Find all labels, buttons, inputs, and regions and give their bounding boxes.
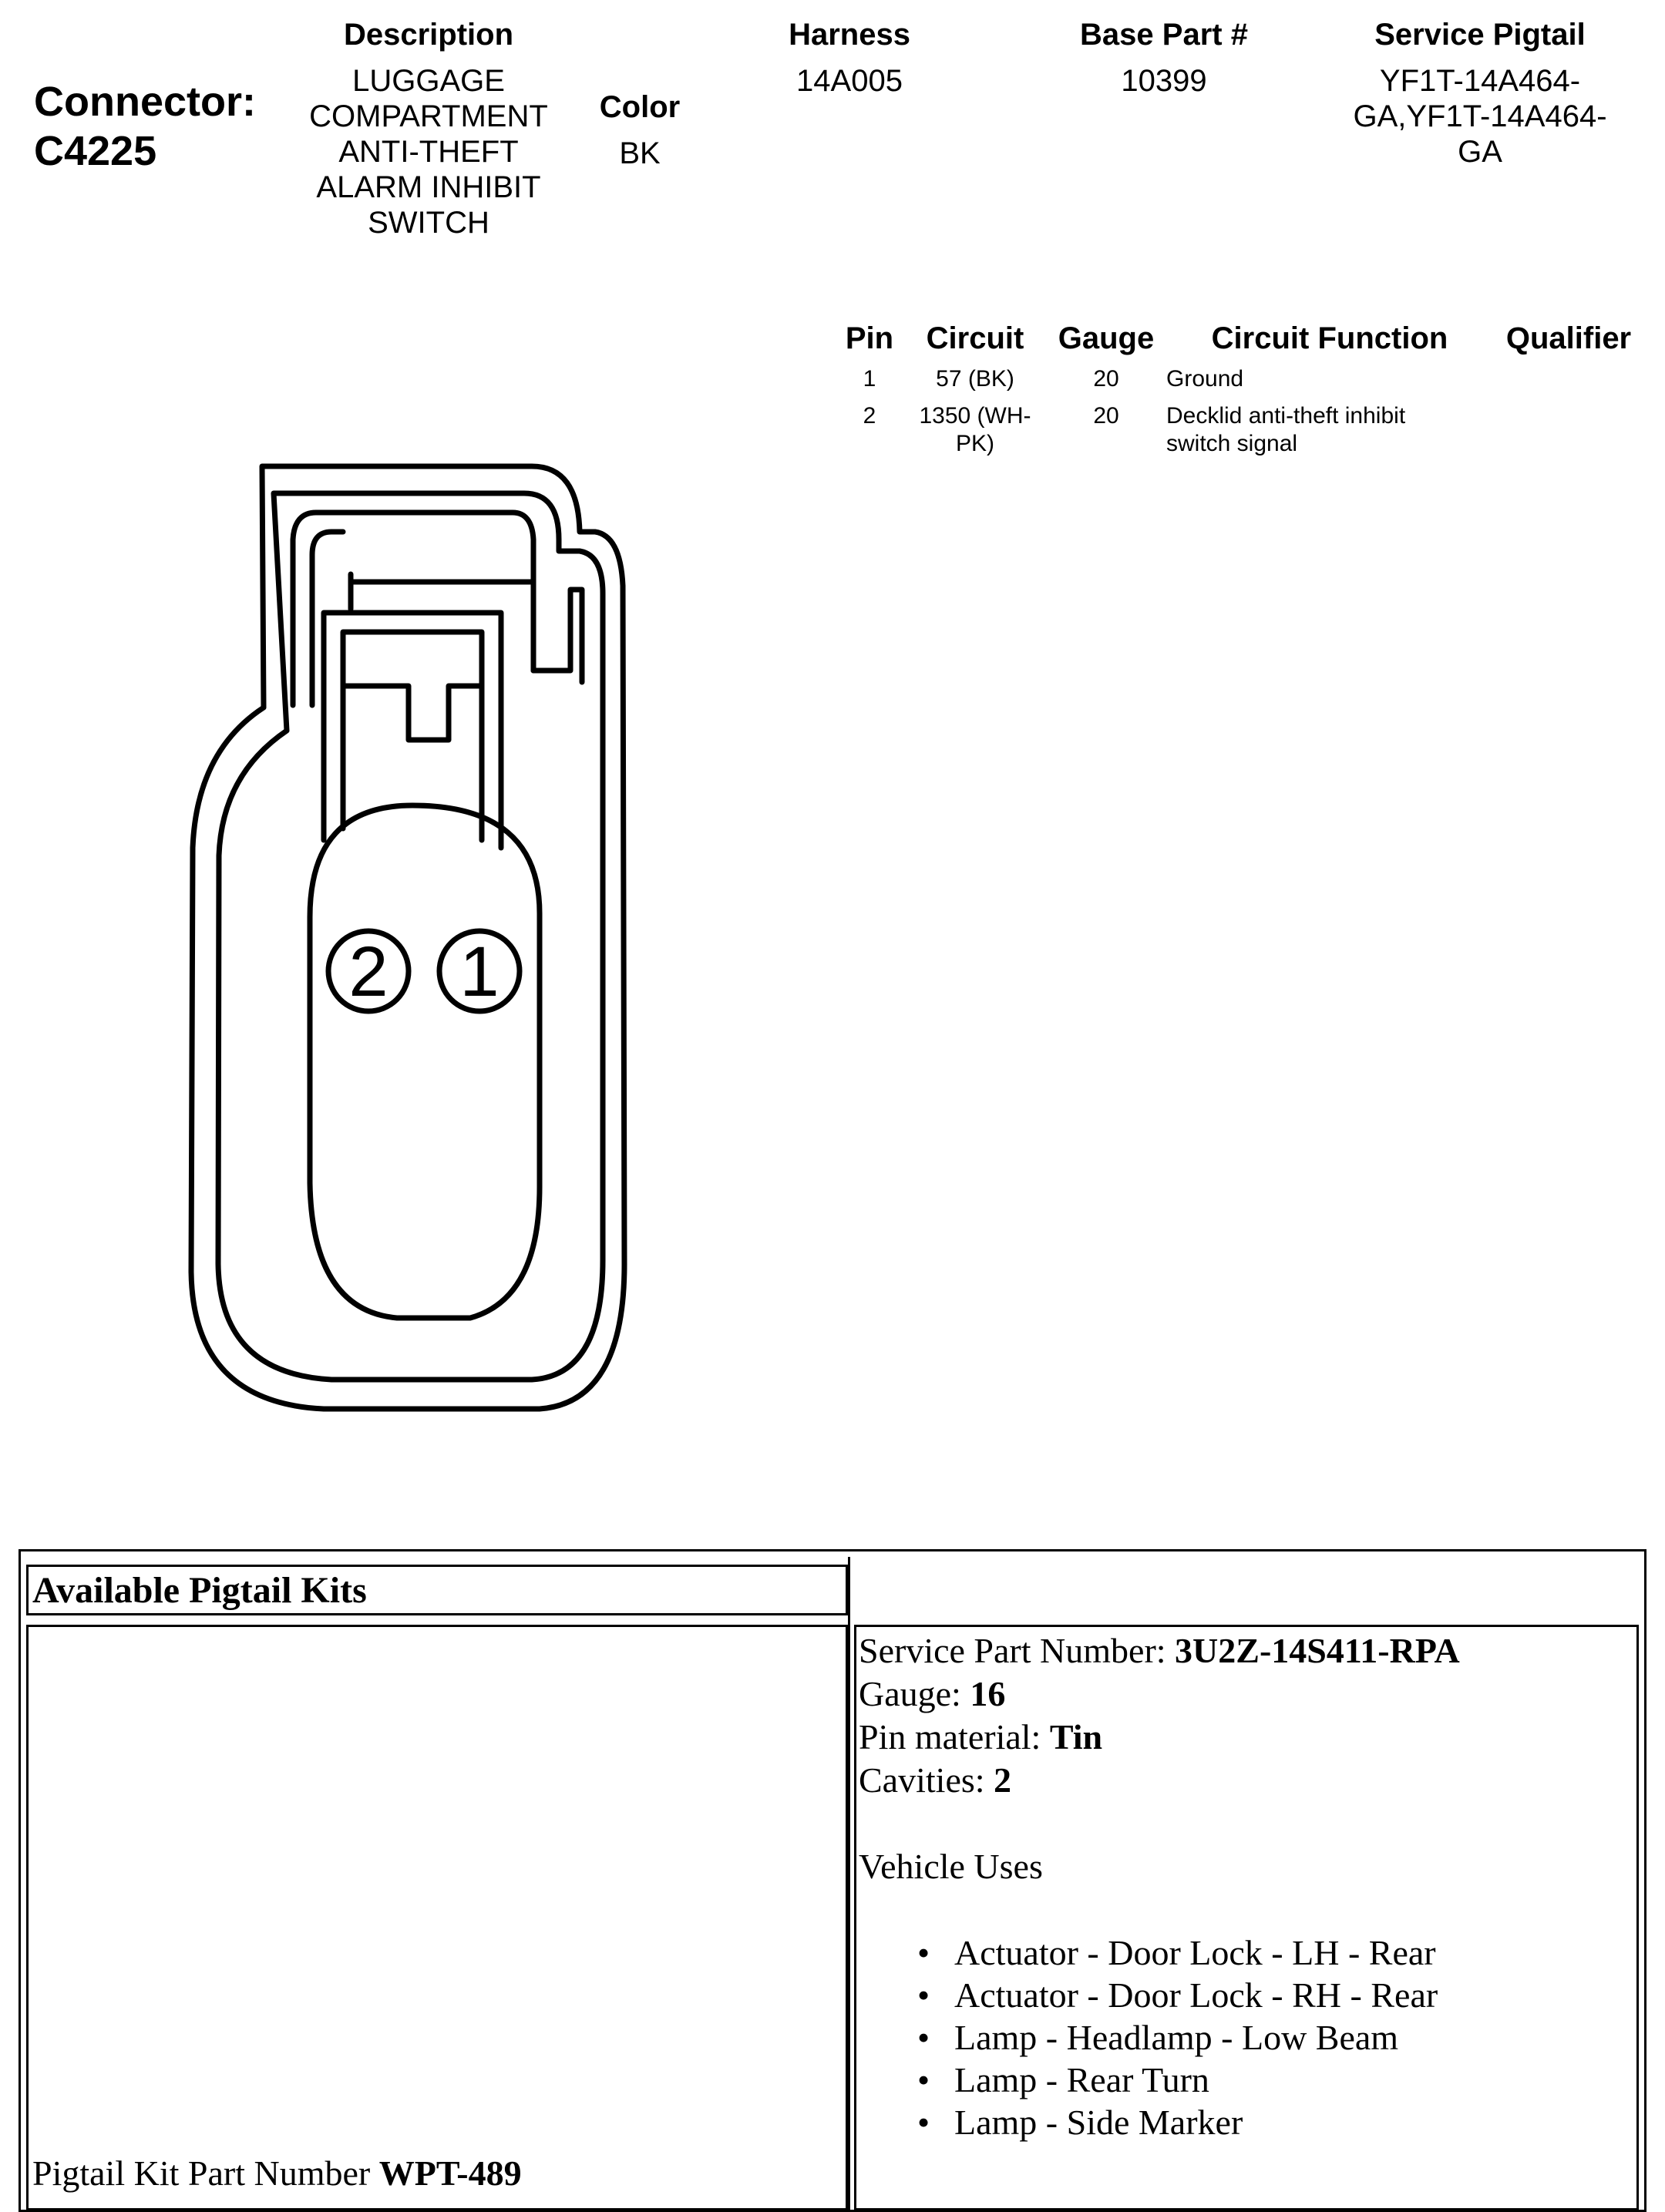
gauge-label: Gauge: <box>859 1674 970 1713</box>
latch-loop <box>293 513 533 705</box>
gauge-value: 16 <box>970 1674 1006 1713</box>
pin-2-label: 2 <box>348 933 388 1011</box>
cavities-row <box>859 1759 1460 1802</box>
circuit-cell: 57 (BK) <box>936 366 1014 392</box>
pigtail-details <box>859 1629 1460 2143</box>
connector-id: C4225 <box>34 128 157 174</box>
function-line: Decklid anti-theft inhibit <box>1166 403 1406 429</box>
circuit-cell <box>910 402 1041 458</box>
vehicle-uses-list <box>859 1931 1460 2143</box>
column-divider <box>848 1557 850 2212</box>
color-value: BK <box>619 136 661 170</box>
service-pigtail-line: GA,YF1T-14A464- <box>1353 99 1607 133</box>
pigtail-kit-number <box>32 2152 522 2195</box>
pin-material-label: Pin material: <box>859 1717 1050 1756</box>
gauge-col-header: Gauge <box>1058 321 1155 355</box>
base-part-value: 10399 <box>1121 64 1207 98</box>
list-item: • Lamp - Side Marker <box>859 2101 1460 2143</box>
pigtail-kit-value: WPT-489 <box>378 2153 522 2193</box>
circuit-line: PK) <box>955 431 994 456</box>
pigtail-header-spacer <box>854 1565 1639 1615</box>
description-line: ALARM INHIBIT <box>316 170 541 204</box>
circuit-line: 1350 (WH- <box>919 403 1031 429</box>
pin-cavity-body <box>310 805 540 1318</box>
list-item: • Lamp - Rear Turn <box>859 2059 1460 2101</box>
description-line: LUGGAGE <box>352 64 505 98</box>
service-pigtail-line: YF1T-14A464- <box>1379 64 1581 98</box>
pin-material-row <box>859 1716 1460 1759</box>
spacer <box>859 1888 1460 1931</box>
function-cell: Ground <box>1166 366 1244 392</box>
description-line: ANTI-THEFT <box>338 135 519 169</box>
service-part-label: Service Part Number: <box>859 1631 1176 1670</box>
pigtail-kits-title: Available Pigtail Kits <box>32 1570 367 1611</box>
service-pigtail-line: GA <box>1458 135 1502 169</box>
harness-header: Harness <box>789 18 910 52</box>
key-tab <box>343 686 482 740</box>
color-header: Color <box>599 90 681 124</box>
description-value <box>274 63 583 240</box>
function-col-header: Circuit Function <box>1211 321 1448 355</box>
service-pigtail-value <box>1310 63 1650 170</box>
description-header: Description <box>343 18 514 52</box>
latch-inner <box>312 532 343 705</box>
pin-cell: 2 <box>863 403 876 429</box>
gauge-cell: 20 <box>1093 366 1119 392</box>
list-item: • Lamp - Headlamp - Low Beam <box>859 2016 1460 2059</box>
latch-notch <box>533 590 582 682</box>
connector-title <box>34 77 256 176</box>
function-cell <box>1166 402 1490 458</box>
cavities-label: Cavities: <box>859 1760 994 1800</box>
description-line: COMPARTMENT <box>309 99 548 133</box>
harness-value: 14A005 <box>796 64 903 98</box>
pin-cell: 1 <box>863 366 876 392</box>
list-item: • Actuator - Door Lock - LH - Rear <box>859 1931 1460 1974</box>
base-part-header: Base Part # <box>1080 18 1248 52</box>
pin-1-label: 1 <box>459 933 500 1011</box>
spacer <box>859 1802 1460 1845</box>
housing-outline-outer <box>191 466 624 1409</box>
cavities-value: 2 <box>994 1760 1012 1800</box>
pigtail-kit-label: Pigtail Kit Part Number <box>32 2153 379 2193</box>
pin-material-value: Tin <box>1049 1717 1103 1756</box>
service-pigtail-header: Service Pigtail <box>1374 18 1586 52</box>
gauge-row <box>859 1672 1460 1716</box>
vehicle-uses-label: Vehicle Uses <box>859 1847 1043 1886</box>
qualifier-col-header: Qualifier <box>1505 321 1632 355</box>
housing-outline-inner <box>218 493 603 1380</box>
gauge-cell: 20 <box>1093 403 1119 429</box>
service-part-row <box>859 1629 1460 1672</box>
list-item: • Actuator - Door Lock - RH - Rear <box>859 1974 1460 2016</box>
connector-label: Connector: <box>34 79 256 125</box>
description-line: SWITCH <box>368 206 489 240</box>
pin-col-header: Pin <box>845 321 894 355</box>
circuit-col-header: Circuit <box>926 321 1024 355</box>
connector-face-diagram <box>170 455 648 1426</box>
service-part-value: 3U2Z-14S411-RPA <box>1175 1631 1460 1670</box>
pigtail-image-box <box>26 1625 848 2210</box>
function-line: switch signal <box>1166 431 1298 456</box>
